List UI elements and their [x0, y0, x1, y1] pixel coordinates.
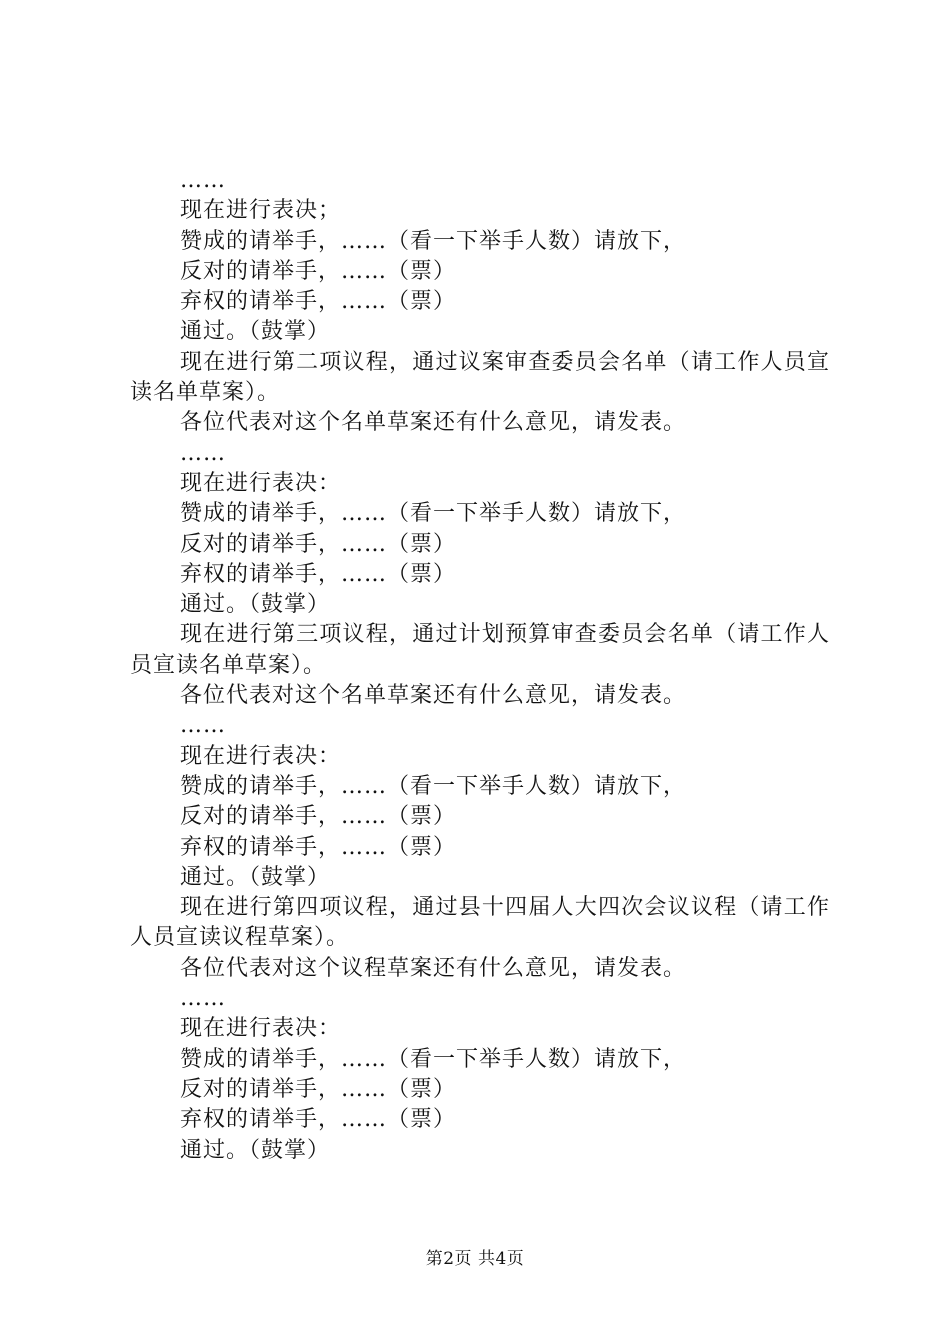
text-line: 赞成的请举手，……（看一下举手人数）请放下， — [180, 1046, 687, 1072]
text-line: 反对的请举手，……（票） — [180, 258, 457, 284]
text-line: 现在进行表决； — [180, 198, 342, 224]
agenda-paragraph: 现在进行第二项议程，通过议案审查委员会名单（请工作人员宣读名单草案）。 — [130, 349, 830, 406]
text-line: 赞成的请举手，……（看一下举手人数）请放下， — [180, 228, 687, 254]
text-line: 赞成的请举手，……（看一下举手人数）请放下， — [180, 501, 687, 527]
text-line: 各位代表对这个名单草案还有什么意见，请发表。 — [180, 683, 687, 709]
text-line: …… — [180, 986, 226, 1012]
text-line: 现在进行表决： — [180, 743, 342, 769]
text-line: 各位代表对这个名单草案还有什么意见，请发表。 — [180, 410, 687, 436]
text-line: 通过。（鼓掌） — [180, 1137, 331, 1163]
text-line: 各位代表对这个议程草案还有什么意见，请发表。 — [180, 955, 687, 981]
text-line: 弃权的请举手，……（票） — [180, 561, 457, 587]
text-line: 赞成的请举手，……（看一下举手人数）请放下， — [180, 773, 687, 799]
text-line: 现在进行表决： — [180, 1016, 342, 1042]
text-line: 反对的请举手，……（票） — [180, 531, 457, 557]
text-line: …… — [180, 713, 226, 739]
page-footer — [0, 1244, 950, 1269]
text-line: 反对的请举手，……（票） — [180, 804, 457, 830]
text-line: 弃权的请举手，……（票） — [180, 289, 457, 315]
agenda-paragraph: 现在进行第四项议程，通过县十四届人大四次会议议程（请工作人员宣读议程草案）。 — [130, 895, 830, 951]
text-line: 通过。（鼓掌） — [180, 319, 331, 345]
text-line: …… — [180, 168, 226, 193]
document-body — [130, 166, 830, 1166]
page-number: 第2页 共4页 — [425, 1249, 525, 1269]
text-line: 通过。（鼓掌） — [180, 592, 331, 618]
agenda-paragraph: 现在进行第三项议程，通过计划预算审查委员会名单（请工作人员宣读名单草案）。 — [130, 622, 830, 678]
text-line: …… — [180, 440, 226, 466]
text-line: 现在进行表决： — [180, 470, 342, 496]
text-line: 弃权的请举手，……（票） — [180, 834, 457, 860]
text-line: 反对的请举手，……（票） — [180, 1076, 457, 1102]
text-line: 弃权的请举手，……（票） — [180, 1107, 457, 1133]
text-line: 通过。（鼓掌） — [180, 864, 331, 890]
